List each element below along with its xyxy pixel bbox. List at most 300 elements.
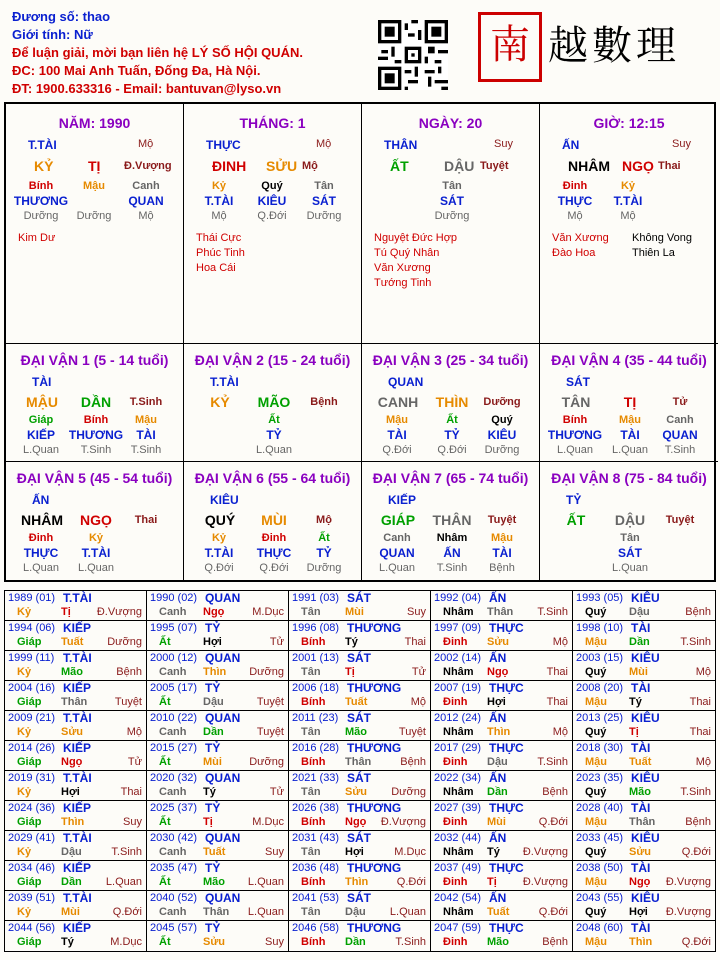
luck-pillar-cell <box>6 344 184 462</box>
hidden-life-stage: Q.Đới <box>437 444 467 456</box>
year-label: 2015 (27) <box>150 742 198 754</box>
year-stem: Mậu <box>585 636 607 648</box>
growth-state: Tuyệt <box>487 514 517 526</box>
year-ten-god: KIẾP <box>63 681 92 695</box>
year-ten-god: THỰC <box>489 801 524 815</box>
contact-note: Để luận giải, mời bạn liên hệ LÝ SỐ HỘI QUÁN. <box>12 45 303 60</box>
year-stem: Tân <box>301 606 321 618</box>
year-stem: Đinh <box>443 936 468 948</box>
year-label: 2000 (12) <box>150 652 198 664</box>
hidden-life-stage: Q.Đới <box>259 562 289 574</box>
year-branch: Ngọ <box>487 666 509 678</box>
year-stem: Đinh <box>443 696 468 708</box>
header-info <box>12 8 303 98</box>
annual-luck-cell <box>147 741 289 771</box>
hidden-stem: Mậu <box>83 180 105 192</box>
year-branch: Tý <box>345 636 358 648</box>
year-ten-god: KIÊU <box>631 771 660 785</box>
year-label: 2031 (43) <box>292 832 340 844</box>
year-stem: Canh <box>159 906 187 918</box>
annual-luck-cell <box>289 711 431 741</box>
year-stem: Kỷ <box>17 786 32 798</box>
year-ten-god: QUAN <box>205 891 241 905</box>
year-label: 2024 (36) <box>8 802 56 814</box>
year-label: 1996 (08) <box>292 622 340 634</box>
hidden-life-stage: L.Quan <box>611 562 649 574</box>
hidden-stem: Mậu <box>619 414 641 426</box>
year-life-stage: M.Dục <box>110 936 142 948</box>
hidden-ten-god: THỰC <box>557 194 593 208</box>
earthly-branch: THÌN <box>435 394 469 410</box>
hidden-life-stage: T.Sinh <box>80 444 112 456</box>
year-branch: Tị <box>61 606 71 618</box>
hidden-stem: Kỷ <box>620 180 636 192</box>
year-stem: Tân <box>301 906 321 918</box>
year-life-stage: Đ.Vượng <box>96 606 142 618</box>
year-stem: Mậu <box>585 816 607 828</box>
annual-luck-cell <box>147 771 289 801</box>
year-label: 2016 (28) <box>292 742 340 754</box>
annual-luck-cell <box>573 861 715 891</box>
year-branch: Ngọ <box>61 756 83 768</box>
year-branch: Hợi <box>345 846 364 858</box>
luck-pillar-cell <box>362 344 540 462</box>
heavenly-stem: NHÂM <box>568 158 610 174</box>
phone-email: ĐT: 1900.633316 - Email: bantuvan@lyso.vn <box>12 81 282 96</box>
year-stem: Ất <box>159 816 171 828</box>
year-ten-god: TỶ <box>205 921 221 935</box>
hidden-stem: Mậu <box>386 414 408 426</box>
year-ten-god: QUAN <box>205 651 241 665</box>
year-ten-god: TỶ <box>205 861 221 875</box>
year-branch: Tị <box>629 726 639 738</box>
annual-luck-cell <box>289 651 431 681</box>
year-life-stage: Q.Đới <box>112 906 142 918</box>
year-life-stage: Q.Đới <box>681 846 711 858</box>
year-ten-god: TÀI <box>631 681 651 695</box>
earthly-branch: DẬU <box>444 158 475 174</box>
hidden-stem: Ất <box>268 414 280 426</box>
annual-luck-cell <box>431 681 573 711</box>
year-label: 1992 (04) <box>434 592 482 604</box>
year-ten-god: KIÊU <box>631 831 660 845</box>
luck-pillar-cell <box>6 462 184 582</box>
hidden-ten-god: TÀI <box>492 546 512 560</box>
ten-god-label: KIÊU <box>210 493 239 507</box>
annual-luck-cell <box>431 621 573 651</box>
year-ten-god: TỶ <box>205 801 221 815</box>
year-stem: Bính <box>301 936 326 948</box>
year-label: 2014 (26) <box>8 742 56 754</box>
annual-luck-cell <box>573 741 715 771</box>
year-ten-god: THƯƠNG <box>347 801 402 815</box>
year-life-stage: Thai <box>546 696 568 708</box>
year-ten-god: KIẾP <box>63 861 92 875</box>
annual-luck-cell <box>573 831 715 861</box>
year-life-stage: L.Quan <box>247 906 284 918</box>
year-ten-god: THƯƠNG <box>347 861 402 875</box>
year-life-stage: Tử <box>269 786 284 798</box>
year-label: 2022 (34) <box>434 772 482 784</box>
growth-state: Mộ <box>138 138 154 150</box>
hidden-life-stage: L.Quan <box>611 444 649 456</box>
year-branch: Ngọ <box>203 606 225 618</box>
year-stem: Quý <box>585 786 607 798</box>
growth-state: Tử <box>672 396 688 408</box>
year-stem: Mậu <box>585 756 607 768</box>
shensha-star: Không Vong <box>632 232 692 244</box>
hidden-stem: Đinh <box>562 180 588 192</box>
year-ten-god: SÁT <box>347 771 371 785</box>
pillar-cell <box>6 104 184 344</box>
hidden-life-stage: Dưỡng <box>484 444 520 456</box>
hidden-ten-god: TÀI <box>136 428 156 442</box>
growth-state: Suy <box>494 138 513 150</box>
year-life-stage: M.Dục <box>252 816 284 828</box>
year-stem: Quý <box>585 606 607 618</box>
pillar-title: NGÀY: 20 <box>418 115 483 131</box>
annual-luck-cell <box>5 591 147 621</box>
luck-pillar-title: ĐẠI VẬN 3 (25 - 34 tuổi) <box>372 352 529 368</box>
year-stem: Nhâm <box>443 846 474 858</box>
hidden-ten-god: THỰC <box>256 546 292 560</box>
heavenly-stem: QUÝ <box>204 512 236 528</box>
year-label: 2030 (42) <box>150 832 198 844</box>
year-stem: Canh <box>159 666 187 678</box>
shensha-star: Văn Xương <box>552 232 609 244</box>
earthly-branch: THÂN <box>432 512 472 528</box>
hidden-ten-god: SÁT <box>312 194 336 208</box>
ten-god-label: SÁT <box>566 375 590 389</box>
year-label: 2003 (15) <box>576 652 624 664</box>
year-life-stage: Bệnh <box>116 666 142 678</box>
annual-luck-cell <box>431 711 573 741</box>
year-branch: Tuất <box>203 846 226 858</box>
year-ten-god: KIẾP <box>63 801 92 815</box>
year-branch: Tuất <box>487 906 510 918</box>
year-life-stage: T.Sinh <box>111 846 142 858</box>
year-stem: Bính <box>301 756 326 768</box>
year-branch: Ngọ <box>345 816 367 828</box>
shensha-star: Tú Quý Nhân <box>374 247 440 259</box>
year-life-stage: Mộ <box>552 636 568 648</box>
year-branch: Thìn <box>203 666 227 678</box>
year-branch: Dần <box>487 786 508 798</box>
year-branch: Hợi <box>487 696 506 708</box>
year-branch: Thân <box>629 816 656 828</box>
year-branch: Dần <box>629 636 650 648</box>
growth-state: Bệnh <box>310 396 338 408</box>
hidden-ten-god: KIÊU <box>257 194 287 208</box>
ten-god-label: T.TÀI <box>210 375 239 389</box>
year-life-stage: Dưỡng <box>249 666 284 678</box>
ten-god-label: QUAN <box>388 375 424 389</box>
year-ten-god: KIẾP <box>63 921 92 935</box>
growth-state: Dưỡng <box>483 396 521 408</box>
year-label: 2025 (37) <box>150 802 198 814</box>
year-life-stage: Thai <box>404 636 426 648</box>
luck-pillar-title: ĐẠI VẬN 4 (35 - 44 tuổi) <box>551 352 707 368</box>
pillar-cell <box>184 104 362 344</box>
hidden-ten-god: T.TÀI <box>204 194 234 208</box>
year-branch: Tuất <box>345 696 368 708</box>
year-label: 2040 (52) <box>150 892 198 904</box>
hidden-stem: Canh <box>132 180 160 192</box>
year-life-stage: Bệnh <box>542 786 568 798</box>
hidden-life-stage: Mộ <box>567 210 583 222</box>
annual-luck-cell <box>147 801 289 831</box>
ten-god-label: TỶ <box>566 493 582 507</box>
annual-luck-cell <box>147 681 289 711</box>
earthly-branch: DẦN <box>80 394 112 410</box>
year-ten-god: THƯƠNG <box>347 681 402 695</box>
annual-luck-cell <box>431 921 573 951</box>
hidden-stem: Bính <box>28 180 54 192</box>
hidden-life-stage: L.Quan <box>556 444 594 456</box>
annual-luck-cell <box>573 591 715 621</box>
year-label: 2027 (39) <box>434 802 482 814</box>
year-label: 2032 (44) <box>434 832 482 844</box>
year-stem: Canh <box>159 846 187 858</box>
heavenly-stem: ẤT <box>390 158 409 174</box>
annual-luck-cell <box>147 891 289 921</box>
year-life-stage: Mộ <box>552 726 568 738</box>
hidden-life-stage: L.Quan <box>255 444 293 456</box>
luck-pillar-cell <box>362 462 540 582</box>
year-ten-god: ẤN <box>489 711 507 725</box>
year-life-stage: Dưỡng <box>107 636 142 648</box>
brand-logo-text: 越數理 <box>548 23 680 69</box>
hidden-life-stage: Mộ <box>620 210 636 222</box>
year-stem: Bính <box>301 636 326 648</box>
year-stem: Bính <box>301 696 326 708</box>
year-branch: Dần <box>345 936 366 948</box>
annual-luck-cell <box>289 741 431 771</box>
year-life-stage: M.Dục <box>252 606 284 618</box>
annual-luck-cell <box>147 711 289 741</box>
earthly-branch: DẬU <box>614 512 646 528</box>
year-ten-god: THƯƠNG <box>347 921 402 935</box>
year-life-stage: T.Sinh <box>537 606 568 618</box>
year-life-stage: Đ.Vượng <box>522 846 568 858</box>
growth-state: Suy <box>672 138 691 150</box>
hidden-ten-god: THƯƠNG <box>68 428 124 442</box>
year-label: 1995 (07) <box>150 622 198 634</box>
year-life-stage: Tuyệt <box>256 696 284 708</box>
year-ten-god: ẤN <box>489 891 507 905</box>
year-stem: Quý <box>585 846 607 858</box>
branch-state: Tuyệt <box>480 160 509 172</box>
year-life-stage: Suy <box>407 606 426 618</box>
year-ten-god: SÁT <box>347 891 371 905</box>
year-stem: Tân <box>301 786 321 798</box>
year-ten-god: THỰC <box>489 621 524 635</box>
annual-luck-cell <box>289 831 431 861</box>
year-branch: Tị <box>487 876 497 888</box>
annual-luck-cell <box>431 651 573 681</box>
annual-luck-cell <box>289 861 431 891</box>
year-branch: Mùi <box>629 666 648 678</box>
year-life-stage: T.Sinh <box>537 756 568 768</box>
year-branch: Sửu <box>61 726 84 738</box>
year-stem: Kỷ <box>17 606 32 618</box>
hidden-ten-god: TỶ <box>266 428 282 442</box>
address: ĐC: 100 Mai Anh Tuấn, Đống Đa, Hà Nội. <box>12 63 261 78</box>
ten-god-label: THÂN <box>384 138 418 152</box>
ten-god-label: KIẾP <box>388 493 417 507</box>
hidden-ten-god: TÀI <box>387 428 407 442</box>
year-ten-god: SÁT <box>347 651 371 665</box>
luck-pillar-title: ĐẠI VẬN 6 (55 - 64 tuổi) <box>194 470 351 486</box>
year-ten-god: T.TÀI <box>63 651 92 665</box>
annual-luck-cell <box>289 891 431 921</box>
red-seal-logo: 南 <box>478 12 542 82</box>
year-life-stage: Tuyệt <box>256 726 284 738</box>
earthly-branch: MÙI <box>261 512 287 528</box>
hidden-stem: Kỷ <box>211 532 227 544</box>
hidden-stem: Bính <box>562 414 588 426</box>
hidden-stem: Giáp <box>28 414 54 426</box>
year-branch: Tý <box>629 696 642 708</box>
hidden-stem: Ất <box>446 414 458 426</box>
hidden-life-stage: Mộ <box>211 210 227 222</box>
ten-god-label: THỰC <box>206 138 241 152</box>
year-life-stage: L.Quan <box>105 876 142 888</box>
hidden-stem: Quý <box>491 414 513 426</box>
hidden-life-stage: T.Sinh <box>664 444 696 456</box>
year-label: 2048 (60) <box>576 922 624 934</box>
year-branch: Sửu <box>203 936 226 948</box>
heavenly-stem: KỶ <box>210 394 230 410</box>
year-branch: Sửu <box>487 636 510 648</box>
annual-luck-cell <box>573 711 715 741</box>
year-branch: Sửu <box>345 786 368 798</box>
year-stem: Mậu <box>585 876 607 888</box>
year-label: 2041 (53) <box>292 892 340 904</box>
hidden-ten-god: KIẾP <box>26 428 56 442</box>
year-branch: Mùi <box>487 816 506 828</box>
year-label: 2018 (30) <box>576 742 624 754</box>
year-ten-god: SÁT <box>347 831 371 845</box>
annual-luck-cell <box>431 831 573 861</box>
luck-pillar-cell <box>184 344 362 462</box>
hidden-life-stage: Bệnh <box>489 562 515 574</box>
year-ten-god: TÀI <box>631 801 651 815</box>
hidden-ten-god: T.TÀI <box>204 546 234 560</box>
year-label: 2009 (21) <box>8 712 56 724</box>
year-label: 2039 (51) <box>8 892 56 904</box>
earthly-branch: SỬU <box>266 158 298 174</box>
hidden-stem: Đinh <box>28 532 54 544</box>
hidden-ten-god: THƯƠNG <box>13 194 69 208</box>
year-branch: Tý <box>61 936 74 948</box>
year-stem: Kỷ <box>17 846 32 858</box>
hidden-stem: Mậu <box>135 414 157 426</box>
luck-pillar-title: ĐẠI VẬN 5 (45 - 54 tuổi) <box>16 470 173 486</box>
year-ten-god: TÀI <box>631 621 651 635</box>
year-label: 1998 (10) <box>576 622 624 634</box>
year-ten-god: THƯƠNG <box>347 621 402 635</box>
luck-pillar-cell <box>184 462 362 582</box>
year-label: 2019 (31) <box>8 772 56 784</box>
year-life-stage: Đ.Vượng <box>522 876 568 888</box>
hidden-ten-god: ẤN <box>443 546 461 560</box>
year-branch: Ngọ <box>629 876 651 888</box>
qr-code-icon <box>378 20 448 90</box>
annual-luck-cell <box>5 891 147 921</box>
hidden-stem: Tân <box>442 180 462 192</box>
hidden-stem: Canh <box>383 532 411 544</box>
earthly-branch: MÃO <box>257 394 291 410</box>
annual-luck-cell <box>289 921 431 951</box>
year-life-stage: Tuyệt <box>114 696 142 708</box>
luck-pillar-title: ĐẠI VẬN 2 (15 - 24 tuổi) <box>194 352 351 368</box>
annual-luck-cell <box>573 621 715 651</box>
annual-luck-cell <box>147 831 289 861</box>
annual-luck-cell <box>289 591 431 621</box>
hidden-ten-god: THƯƠNG <box>547 428 603 442</box>
hidden-ten-god: T.TÀI <box>81 546 111 560</box>
year-life-stage: T.Sinh <box>395 936 426 948</box>
branch-state: Thai <box>658 160 681 172</box>
year-branch: Dần <box>203 726 224 738</box>
annual-luck-cell <box>147 921 289 951</box>
year-branch: Dậu <box>345 906 366 918</box>
year-ten-god: KIÊU <box>631 591 660 605</box>
year-label: 2013 (25) <box>576 712 624 724</box>
hidden-ten-god: TÀI <box>620 428 640 442</box>
annual-luck-cell <box>431 771 573 801</box>
year-label: 2036 (48) <box>292 862 340 874</box>
year-life-stage: Dưỡng <box>249 756 284 768</box>
year-label: 1999 (11) <box>8 652 55 664</box>
year-label: 1989 (01) <box>8 592 56 604</box>
hidden-life-stage: Dưỡng <box>306 210 342 222</box>
year-label: 2001 (13) <box>292 652 340 664</box>
year-ten-god: THỰC <box>489 921 524 935</box>
annual-luck-cell <box>573 771 715 801</box>
heavenly-stem: MẬU <box>26 394 58 410</box>
year-stem: Tân <box>301 726 321 738</box>
year-stem: Đinh <box>443 816 468 828</box>
hidden-stem: Bính <box>83 414 109 426</box>
year-label: 2026 (38) <box>292 802 340 814</box>
annual-luck-cell <box>431 801 573 831</box>
branch-state: Mộ <box>302 160 318 172</box>
year-stem: Nhâm <box>443 606 474 618</box>
year-label: 1990 (02) <box>150 592 198 604</box>
year-branch: Mùi <box>203 756 222 768</box>
growth-state: Thai <box>134 514 158 526</box>
year-stem: Canh <box>159 786 187 798</box>
year-life-stage: Bệnh <box>685 606 711 618</box>
hidden-stem: Quý <box>261 180 283 192</box>
year-stem: Giáp <box>17 876 42 888</box>
year-label: 2021 (33) <box>292 772 340 784</box>
branch-state: Đ.Vượng <box>124 160 172 172</box>
year-label: 2028 (40) <box>576 802 624 814</box>
year-label: 2010 (22) <box>150 712 198 724</box>
annual-luck-cell <box>5 681 147 711</box>
year-label: 2008 (20) <box>576 682 624 694</box>
annual-luck-cell <box>147 861 289 891</box>
year-life-stage: Thai <box>689 696 711 708</box>
year-life-stage: Mộ <box>410 696 426 708</box>
year-life-stage: Dưỡng <box>391 786 426 798</box>
annual-luck-cell <box>431 591 573 621</box>
year-branch: Thân <box>487 606 514 618</box>
year-label: 2023 (35) <box>576 772 624 784</box>
